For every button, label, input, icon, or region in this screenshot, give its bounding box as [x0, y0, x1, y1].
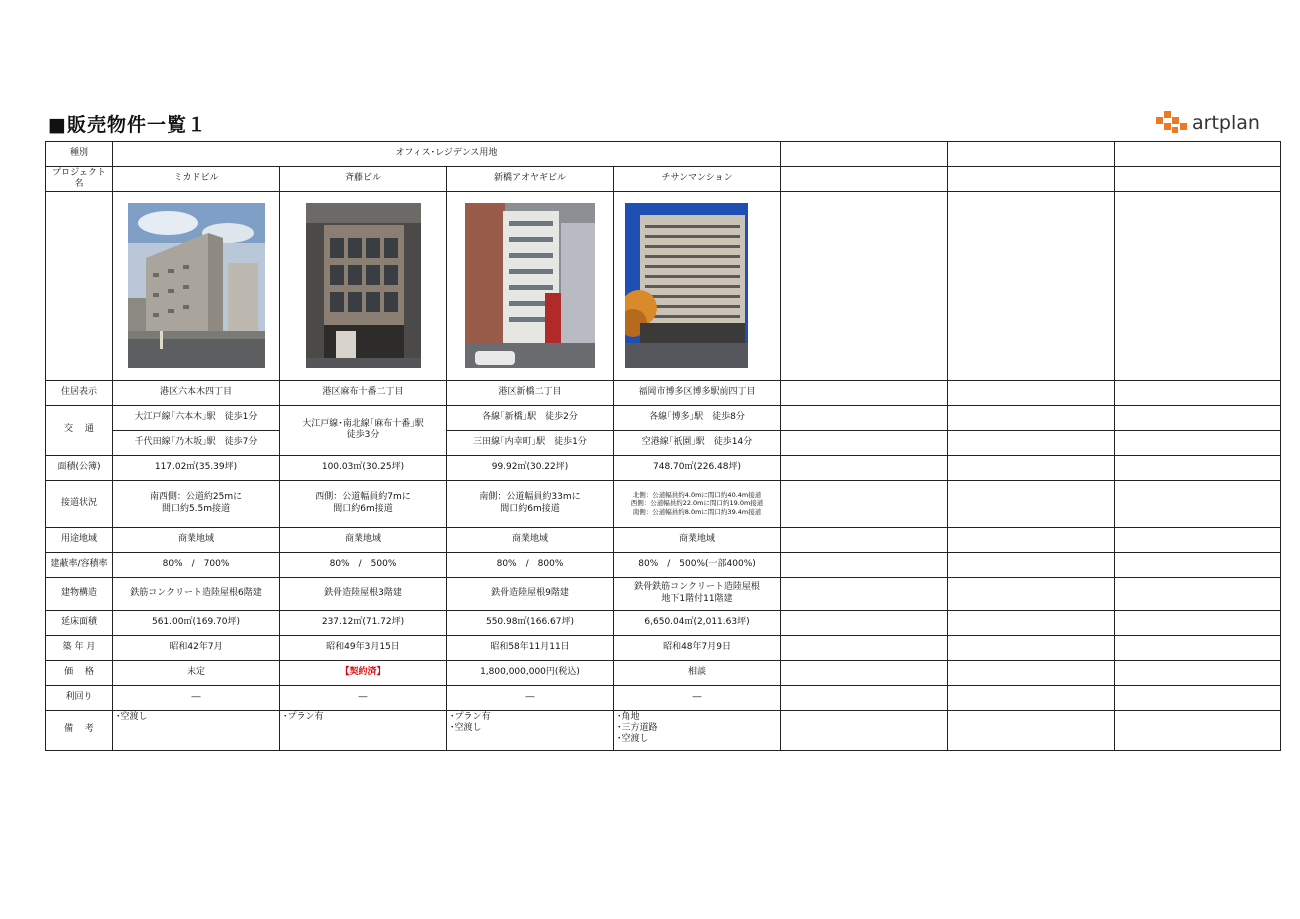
row-project — [46, 167, 1281, 192]
label-project: プロジェクト名 — [46, 167, 113, 192]
empty-cell — [1115, 710, 1281, 750]
yield-value: ― — [280, 685, 447, 710]
empty-cell — [781, 577, 948, 610]
structure-value: 鉄骨鉄筋コンクリート造陸屋根 地下1階付11階建 — [614, 577, 781, 610]
empty-cell — [1115, 527, 1281, 552]
structure-value: 鉄筋コンクリート造陸屋根6階建 — [113, 577, 280, 610]
label-notes: 備 考 — [46, 710, 113, 750]
empty-cell — [781, 552, 948, 577]
row-built — [46, 635, 1281, 660]
empty-cell — [948, 552, 1115, 577]
floor-area-value: 6,650.04㎡(2,011.63坪) — [614, 610, 781, 635]
row-zoning — [46, 527, 1281, 552]
empty-cell — [1115, 577, 1281, 610]
empty-cell — [948, 635, 1115, 660]
empty-cell — [781, 405, 948, 430]
building-photo — [128, 203, 265, 368]
label-road: 接道状況 — [46, 480, 113, 527]
built-value: 昭和42年7月 — [113, 635, 280, 660]
label-kind: 種別 — [46, 142, 113, 167]
empty-cell — [948, 610, 1115, 635]
yield-value: ― — [113, 685, 280, 710]
access-value: 大江戸線･南北線｢麻布十番｣駅 徒歩3分 — [280, 405, 447, 455]
empty-cell — [1115, 192, 1281, 381]
area-value: 99.92㎡(30.22坪) — [447, 455, 614, 480]
empty-cell — [1115, 142, 1281, 167]
address-value: 港区六本木四丁目 — [113, 380, 280, 405]
row-access-2 — [46, 430, 1281, 455]
floor-area-value: 550.98㎡(166.67坪) — [447, 610, 614, 635]
empty-cell — [781, 142, 948, 167]
empty-cell — [948, 142, 1115, 167]
empty-cell — [948, 405, 1115, 430]
photo-cell — [280, 192, 447, 381]
empty-cell — [1115, 685, 1281, 710]
row-area — [46, 455, 1281, 480]
empty-cell — [948, 480, 1115, 527]
zoning-value: 商業地域 — [614, 527, 781, 552]
zoning-value: 商業地域 — [447, 527, 614, 552]
yield-value: ― — [447, 685, 614, 710]
price-value: 【契約済】 — [280, 660, 447, 685]
empty-cell — [1115, 167, 1281, 192]
empty-cell — [781, 635, 948, 660]
empty-cell — [948, 430, 1115, 455]
building-photo — [625, 203, 748, 368]
empty-cell — [781, 685, 948, 710]
artplan-logo — [1156, 110, 1260, 136]
empty-cell — [1115, 455, 1281, 480]
empty-cell — [46, 192, 113, 381]
empty-cell — [948, 660, 1115, 685]
label-yield: 利回り — [46, 685, 113, 710]
empty-cell — [1115, 552, 1281, 577]
empty-cell — [1115, 660, 1281, 685]
access-value: 三田線｢内幸町｣駅 徒歩1分 — [447, 430, 614, 455]
price-value: 相談 — [614, 660, 781, 685]
row-access-1 — [46, 405, 1281, 430]
empty-cell — [781, 710, 948, 750]
ratio-value: 80% / 500% — [280, 552, 447, 577]
empty-cell — [948, 192, 1115, 381]
property-table — [45, 141, 1281, 751]
empty-cell — [781, 527, 948, 552]
notes-value: ･空渡し — [113, 710, 280, 750]
zoning-value: 商業地域 — [280, 527, 447, 552]
row-ratio — [46, 552, 1281, 577]
building-photo — [465, 203, 595, 368]
zoning-value: 商業地域 — [113, 527, 280, 552]
road-value: 西側：公道幅員約7mに 間口約6m接道 — [280, 480, 447, 527]
row-price — [46, 660, 1281, 685]
empty-cell — [948, 685, 1115, 710]
empty-cell — [948, 527, 1115, 552]
empty-cell — [781, 610, 948, 635]
photo-cell — [113, 192, 280, 381]
project-name: 斉藤ビル — [280, 167, 447, 192]
empty-cell — [781, 167, 948, 192]
empty-cell — [781, 660, 948, 685]
label-access: 交 通 — [46, 405, 113, 455]
row-photos — [46, 192, 1281, 381]
access-value: 大江戸線｢六本木｣駅 徒歩1分 — [113, 405, 280, 430]
row-floor-area — [46, 610, 1281, 635]
label-price: 価 格 — [46, 660, 113, 685]
built-value: 昭和49年3月15日 — [280, 635, 447, 660]
row-address — [46, 380, 1281, 405]
label-ratio: 建蔽率/容積率 — [46, 552, 113, 577]
access-value: 各線｢博多｣駅 徒歩8分 — [614, 405, 781, 430]
kind-value: オフィス･レジデンス用地 — [113, 142, 781, 167]
building-photo — [306, 203, 421, 368]
empty-cell — [781, 380, 948, 405]
built-value: 昭和58年11月11日 — [447, 635, 614, 660]
empty-cell — [948, 380, 1115, 405]
road-value: 南西側：公道約25mに 間口約5.5m接道 — [113, 480, 280, 527]
project-name: ミカドビル — [113, 167, 280, 192]
row-road — [46, 480, 1281, 527]
empty-cell — [1115, 405, 1281, 430]
ratio-value: 80% / 800% — [447, 552, 614, 577]
notes-value: ･角地 ･三方道路 ･空渡し — [614, 710, 781, 750]
access-value: 千代田線｢乃木坂｣駅 徒歩7分 — [113, 430, 280, 455]
floor-area-value: 561.00㎡(169.70坪) — [113, 610, 280, 635]
empty-cell — [948, 710, 1115, 750]
structure-value: 鉄骨造陸屋根3階建 — [280, 577, 447, 610]
empty-cell — [1115, 480, 1281, 527]
empty-cell — [1115, 610, 1281, 635]
project-name: チサンマンション — [614, 167, 781, 192]
address-value: 港区麻布十番二丁目 — [280, 380, 447, 405]
photo-cell — [447, 192, 614, 381]
artplan-logo-text: artplan — [1192, 112, 1260, 134]
empty-cell — [948, 167, 1115, 192]
empty-cell — [1115, 430, 1281, 455]
label-built: 築 年 月 — [46, 635, 113, 660]
row-structure — [46, 577, 1281, 610]
row-notes — [46, 710, 1281, 750]
notes-value: ･プラン有 — [280, 710, 447, 750]
empty-cell — [948, 455, 1115, 480]
access-value: 空港線｢祇園｣駅 徒歩14分 — [614, 430, 781, 455]
built-value: 昭和48年7月9日 — [614, 635, 781, 660]
road-value: 南側：公道幅員約33mに 間口約6m接道 — [447, 480, 614, 527]
empty-cell — [948, 577, 1115, 610]
label-zoning: 用途地域 — [46, 527, 113, 552]
empty-cell — [781, 455, 948, 480]
area-value: 117.02㎡(35.39坪) — [113, 455, 280, 480]
artplan-logo-icon — [1156, 111, 1188, 135]
row-yield — [46, 685, 1281, 710]
access-value: 各線｢新橋｣駅 徒歩2分 — [447, 405, 614, 430]
address-value: 福岡市博多区博多駅前四丁目 — [614, 380, 781, 405]
label-address: 住居表示 — [46, 380, 113, 405]
structure-value: 鉄骨造陸屋根9階建 — [447, 577, 614, 610]
road-value: 北側：公道幅員約4.0mに間口約40.4m接道 西側：公道幅員約22.0mに間口約19.0m接道 南側：公道幅員約8.0mに間口約39.4m接道 — [614, 480, 781, 527]
price-value: 未定 — [113, 660, 280, 685]
label-floor-area: 延床面積 — [46, 610, 113, 635]
label-structure: 建物構造 — [46, 577, 113, 610]
address-value: 港区新橋二丁目 — [447, 380, 614, 405]
empty-cell — [1115, 380, 1281, 405]
area-value: 100.03㎡(30.25坪) — [280, 455, 447, 480]
yield-value: ― — [614, 685, 781, 710]
floor-area-value: 237.12㎡(71.72坪) — [280, 610, 447, 635]
ratio-value: 80% / 500%(一部400%) — [614, 552, 781, 577]
empty-cell — [781, 192, 948, 381]
project-name: 新橋アオヤギビル — [447, 167, 614, 192]
photo-cell — [614, 192, 781, 381]
empty-cell — [1115, 635, 1281, 660]
empty-cell — [781, 430, 948, 455]
empty-cell — [781, 480, 948, 527]
page-title: ■販売物件一覧１ — [48, 114, 207, 136]
row-kind — [46, 142, 1281, 167]
price-value: 1,800,000,000円(税込) — [447, 660, 614, 685]
notes-value: ･プラン有 ･空渡し — [447, 710, 614, 750]
area-value: 748.70㎡(226.48坪) — [614, 455, 781, 480]
ratio-value: 80% / 700% — [113, 552, 280, 577]
label-area: 面積(公簿) — [46, 455, 113, 480]
